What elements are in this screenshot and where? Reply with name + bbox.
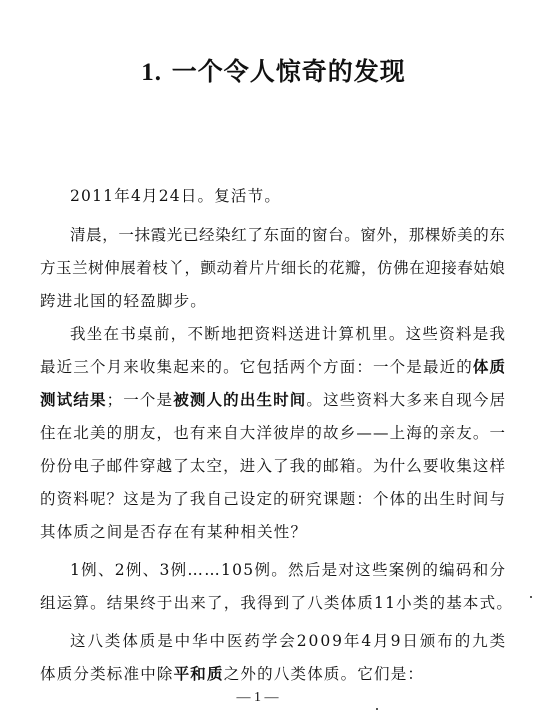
text-line (70, 225, 506, 245)
line-text: 这八类体质是中华中医药学会2009年4月9日颁布的九类 (70, 632, 508, 650)
line-text: 清晨，一抹霞光已经染红了东面的窗台。窗外，那棵娇美的东 (70, 226, 506, 244)
line-text: 体质分类标准中除 (40, 665, 174, 683)
text-line (70, 324, 506, 344)
text-line (40, 593, 513, 613)
text-line (40, 291, 207, 311)
text-line (40, 258, 505, 278)
bold-text: 体质 (472, 357, 507, 376)
line-text: 最近三个月来收集起来的。它包括两个方面：一个是最近的 (40, 358, 473, 376)
text-line (70, 186, 281, 206)
page-number: — 1 — (236, 690, 279, 705)
line-text: 1例、2例、3例……105例。然后是对这些案例的编码和分 (70, 561, 507, 579)
text-line (40, 390, 506, 410)
line-text: 跨进北国的轻盈脚步。 (40, 292, 208, 310)
bold-text: 被测人的出生时间 (173, 390, 307, 409)
line-text: 。这些资料大多来自现今居 (306, 391, 507, 409)
line-text: 组运算。结果终于出来了，我得到了八类体质11小类的基本式。 (40, 594, 514, 612)
line-text: 2011年4月24日。复活节。 (70, 187, 282, 205)
text-line (70, 560, 506, 580)
text-line (40, 357, 506, 377)
chapter-title (0, 52, 547, 88)
line-text: 份份电子邮件穿越了太空，进入了我的邮箱。为什么要收集这样 (40, 457, 507, 475)
line-text: ；一个是 (106, 391, 174, 409)
chapter-number: 1. (141, 59, 162, 86)
text-line (40, 664, 424, 684)
line-text: 我坐在书桌前，不断地把资料送进计算机里。这些资料是我 (70, 325, 507, 343)
text-line (70, 631, 507, 651)
scan-speck (530, 596, 532, 598)
scan-speck (376, 708, 378, 710)
text-line (40, 522, 307, 542)
chapter-title-text: 一个令人惊奇的发现 (171, 57, 406, 86)
text-line (40, 423, 506, 443)
text-line (40, 489, 506, 509)
line-text: 住在北美的朋友，也有来自大洋彼岸的故乡——上海的亲友。一 (40, 424, 507, 442)
bold-text: 测试结果 (40, 390, 107, 409)
line-text: 的资料呢？这是为了我自己设定的研究课题：个体的出生时间与 (40, 490, 507, 508)
line-text: 方玉兰树伸展着枝丫，颤动着片片细长的花瓣，仿佛在迎接春姑娘 (40, 259, 506, 277)
bold-text: 平和质 (173, 664, 224, 683)
line-text: 其体质之间是否存在有某种相关性？ (40, 523, 308, 541)
text-line (40, 456, 506, 476)
line-text: 之外的八类体质。它们是： (223, 665, 425, 683)
